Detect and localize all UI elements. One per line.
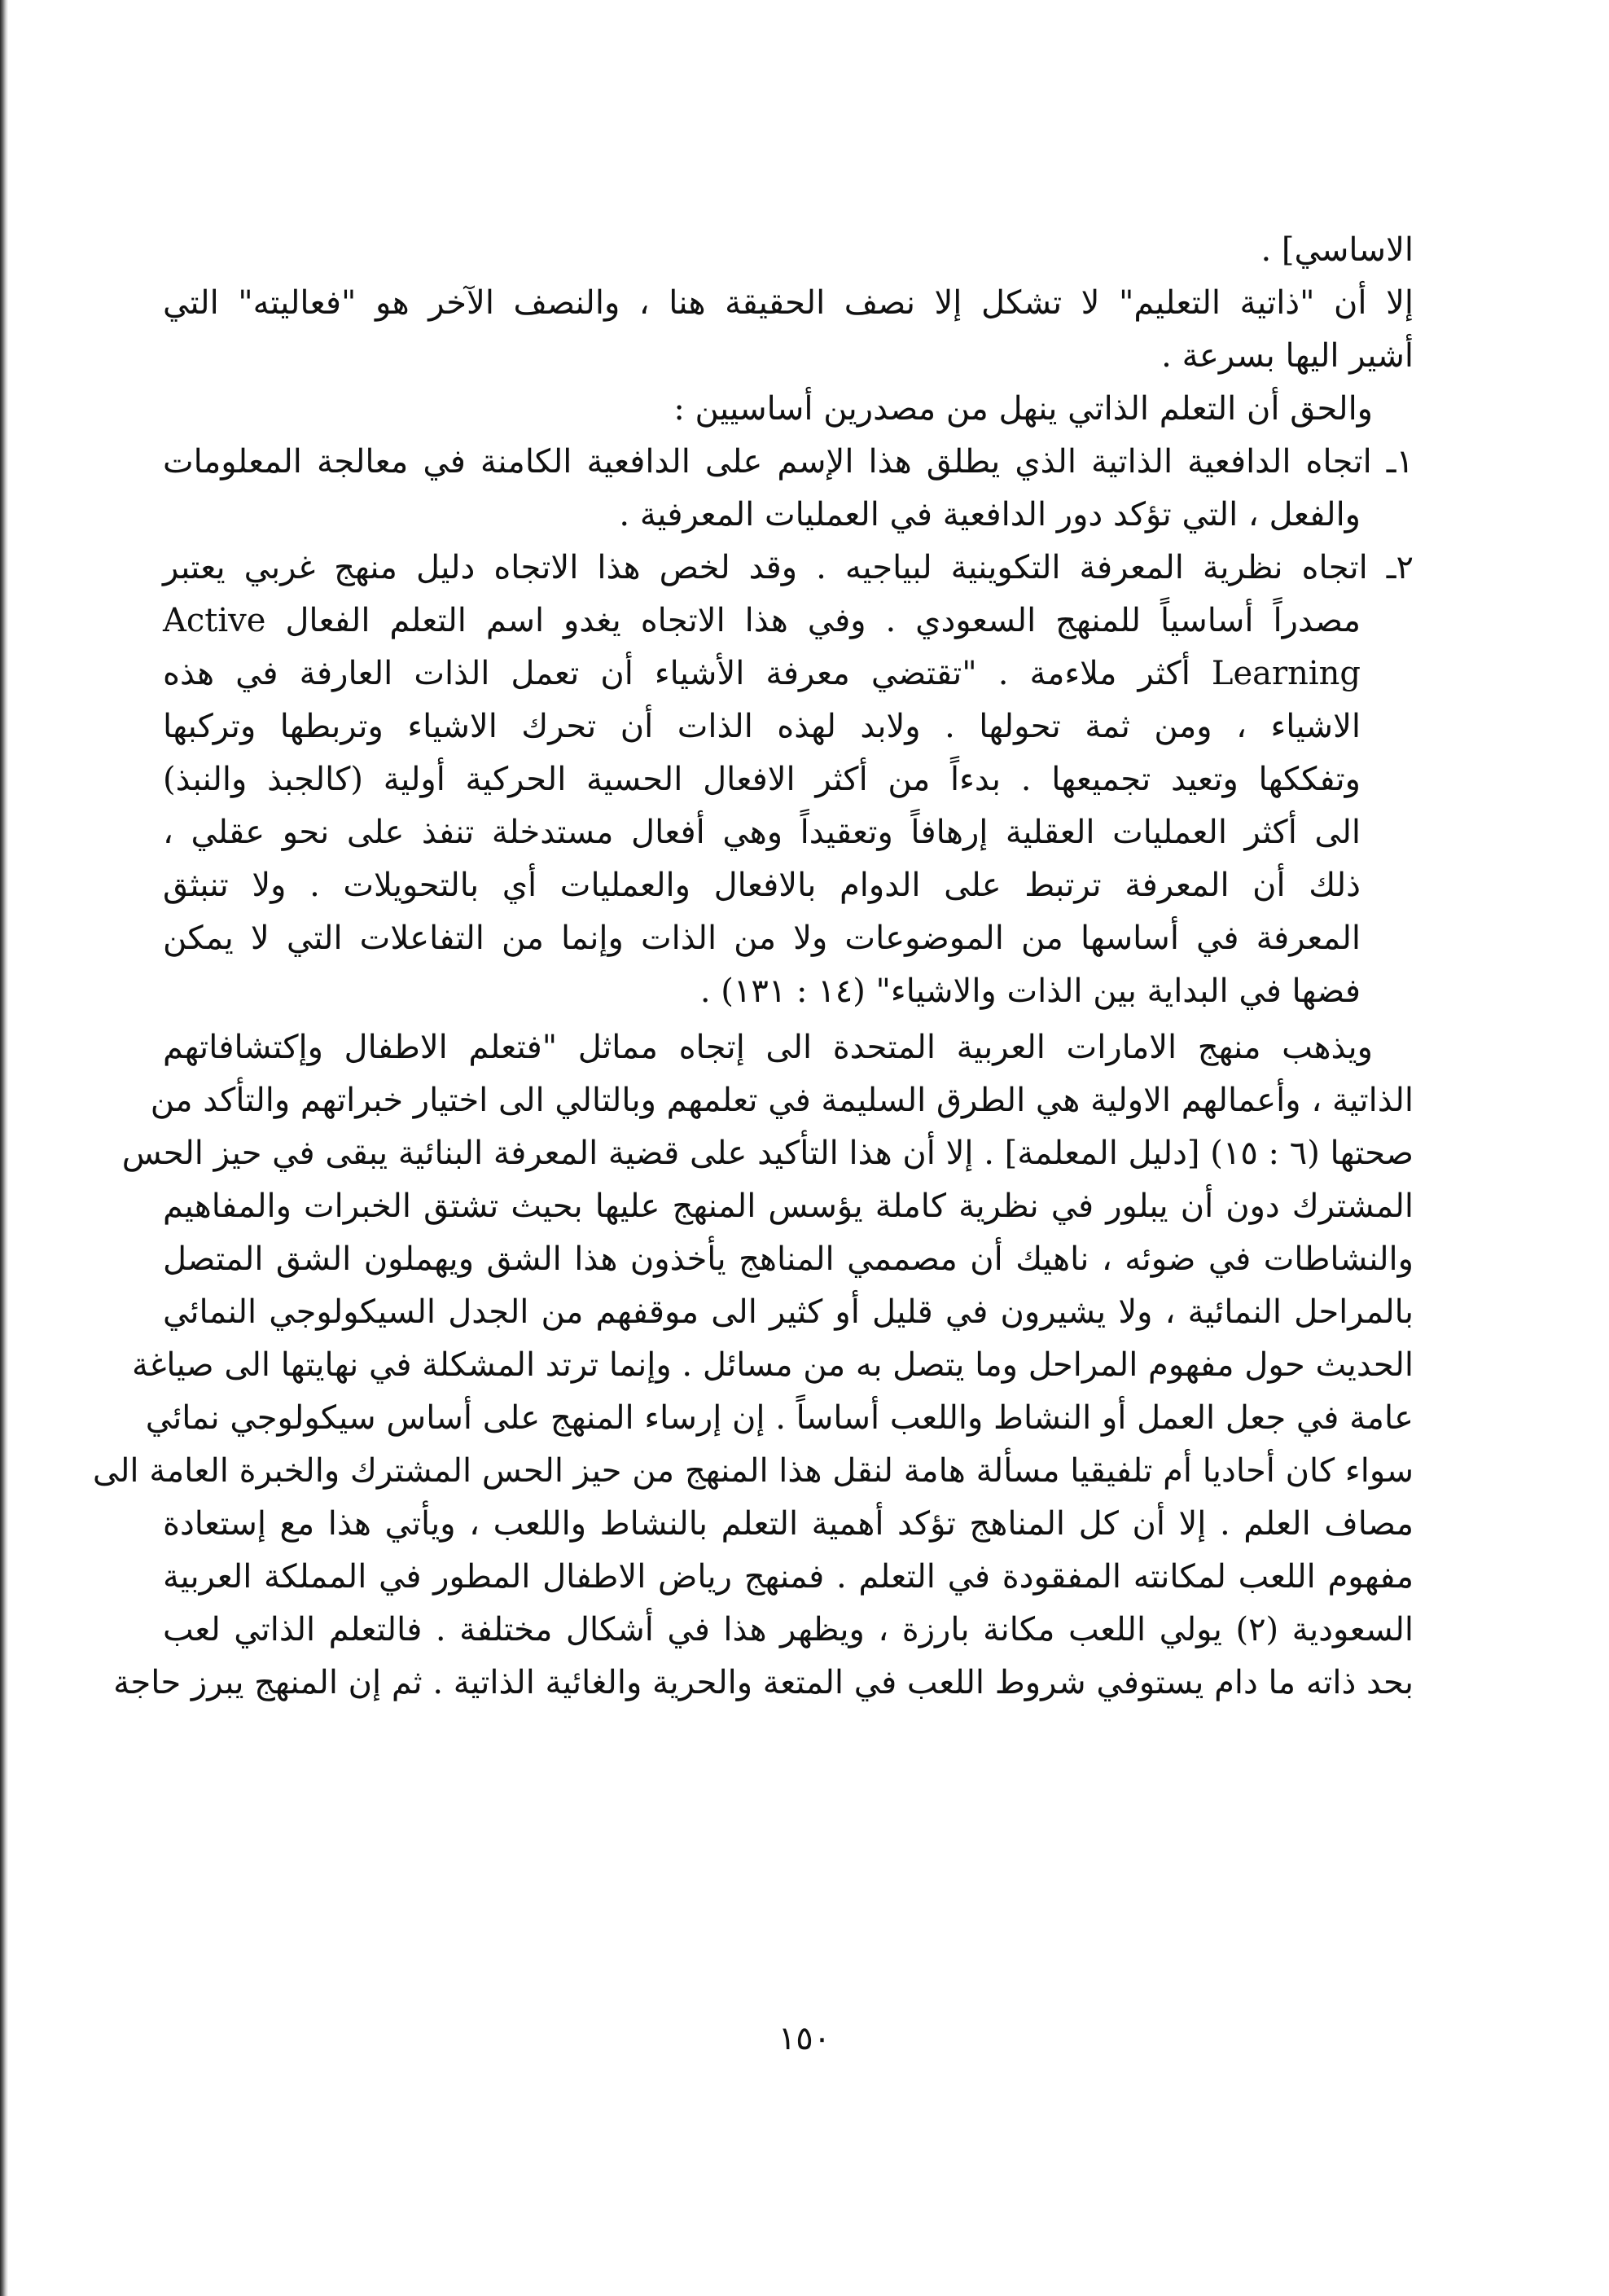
text-line: السعودية (٢) يولي اللعب مكانة بارزة ، ويظهر هذا في أشكال مختلفة . فالتعلم الذاتي لعب: [163, 1611, 1414, 1648]
text-line: والنشاطات في ضوئه ، ناهيك أن مصممي المناهج يأخذون هذا الشق ويهملون الشق المتصل: [163, 1240, 1414, 1278]
page-body-text: [92, 224, 1414, 1710]
text-line: ويذهب منهج الامارات العربية المتحدة الى إتجاه مماثل "فتعلم الاطفال وإكتشافاتهم: [163, 1029, 1373, 1066]
text-line: مفهوم اللعب لمكانته المفقودة في التعلم . فمنهج رياض الاطفال المطور في المملكة العربية: [163, 1558, 1414, 1596]
text-line: وتفككها وتعيد تجميعها . بدءاً من أكثر الافعال الحسية الحركية أولية (كالجبذ والنبذ): [163, 761, 1361, 798]
text-line: عامة في جعل العمل أو النشاط واللعب أساساً . إن إرساء المنهج على أساس سيكولوجي نمائي: [145, 1399, 1414, 1437]
text-line: الى أكثر العمليات العقلية إرهافاً وتعقيداً وهي أفعال مستدخلة تنفذ على نحو عقلي ،: [163, 814, 1361, 851]
text-line: الاساسي] .: [1260, 231, 1414, 269]
page-number: ١٥٠: [778, 2020, 831, 2057]
text-line: بالمراحل النمائية ، ولا يشيرون في قليل أو كثير الى موقفهم من الجدل السيكولوجي النمائي: [163, 1293, 1414, 1331]
text-line: Learning أكثر ملاءمة . "تقتضي معرفة الأشياء أن تعمل الذات العارفة في هذه: [163, 655, 1361, 692]
text-line: فضها في البداية بين الذات والاشياء" (١٤ : ١٣١) .: [699, 972, 1361, 1010]
text-line: المشترك دون أن يبلور في نظرية كاملة يؤسس المنهج عليها بحيث تشتق الخبرات والمفاهيم: [163, 1188, 1414, 1225]
text-line: مصاف العلم . إلا أن كل المناهج تؤكد أهمية التعلم بالنشاط واللعب ، ويأتي هذا مع إستعادة: [163, 1505, 1414, 1543]
scan-edge-shadow: [0, 0, 8, 2296]
text-line: الاشياء ، ومن ثمة تحولها . ولابد لهذه الذات أن تحرك الاشياء وتربطها وتركبها: [163, 708, 1361, 745]
text-line: سواء كان أحاديا أم تلفيقيا مسألة هامة لنقل هذا المنهج من حيز الحس المشترك والخبرة العامة الى: [92, 1452, 1414, 1490]
text-line: الحديث حول مفهوم المراحل وما يتصل به من مسائل . وإنما ترتد المشكلة في نهايتها الى صياغة: [132, 1346, 1414, 1384]
text-line: مصدراً أساسياً للمنهج السعودي . وفي هذا الاتجاه يغدو اسم التعلم الفعال Active: [163, 602, 1361, 639]
text-line: المعرفة في أساسها من الموضوعات ولا من الذات وإنما من التفاعلات التي لا يمكن: [163, 920, 1361, 957]
list-item-2: ٢ـ اتجاه نظرية المعرفة التكوينية لبياجيه . وقد لخص هذا الاتجاه دليل منهج غربي يعتبر: [163, 549, 1414, 586]
text-line: الذاتية ، وأعمالهم الاولية هي الطرق السليمة في تعلمهم وبالتالي الى اختيار خبراتهم والتأكد من: [150, 1082, 1414, 1119]
text-line: بحد ذاته ما دام يستوفي شروط اللعب في المتعة والحرية والغائية الذاتية . ثم إن المنهج يبرز حاجة: [113, 1664, 1414, 1701]
text-line: إلا أن "ذاتية التعليم" لا تشكل إلا نصف الحقيقة هنا ، والنصف الآخر هو "فعاليته" التي: [163, 284, 1414, 322]
list-item-1: ١ـ اتجاه الدافعية الذاتية الذي يطلق هذا الإسم على الدافعية الكامنة في معالجة المعلومات: [163, 443, 1414, 481]
text-line: ذلك أن المعرفة ترتبط على الدوام بالافعال والعمليات أي بالتحويلات . ولا تنبثق: [163, 867, 1361, 904]
text-line: أشير اليها بسرعة .: [1161, 337, 1414, 375]
text-line: والحق أن التعلم الذاتي ينهل من مصدرين أساسيين :: [673, 390, 1373, 428]
text-line: والفعل ، التي تؤكد دور الدافعية في العمليات المعرفية .: [619, 496, 1361, 533]
text-line: صحتها (٦ : ١٥) [دليل المعلمة] . إلا أن هذا التأكيد على قضية المعرفة البنائية يبقى في حيز الحس: [121, 1135, 1414, 1172]
